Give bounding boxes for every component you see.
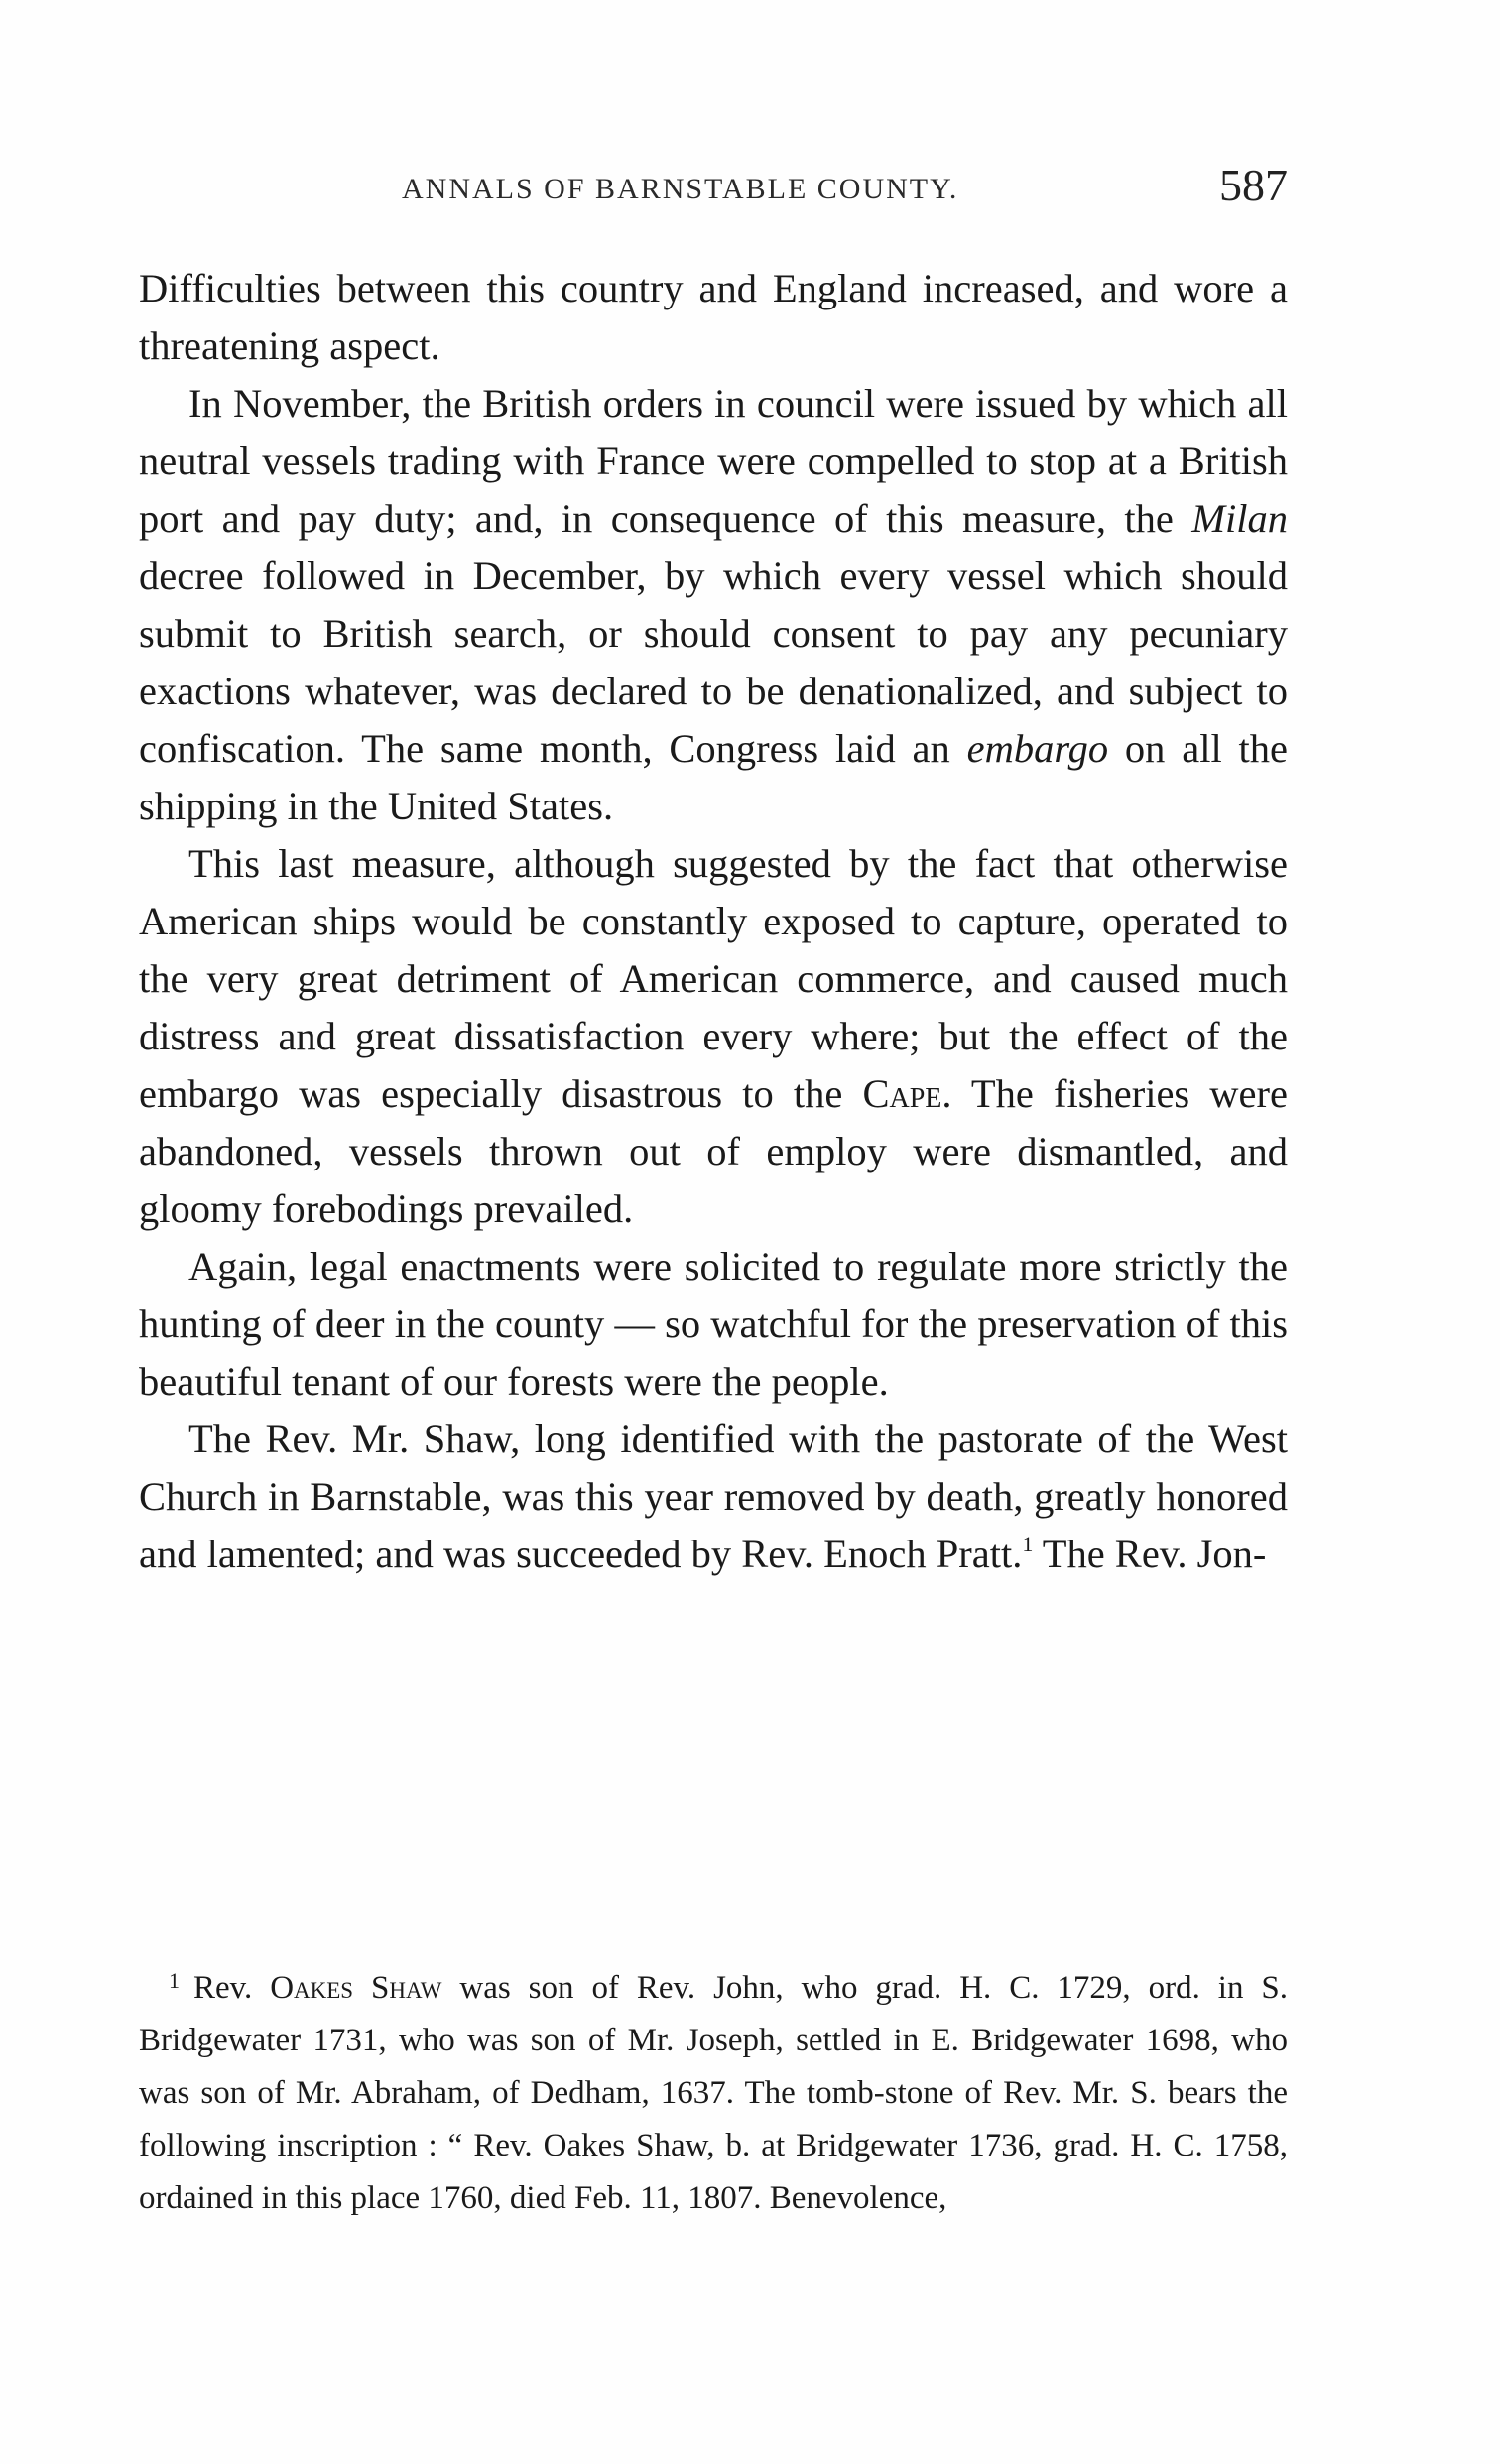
cape-small-caps: Cape. (862, 1071, 952, 1116)
footnote-reference: 1 (1022, 1532, 1034, 1556)
paragraph-3-text-b: The fisheries were abandoned, vessels thrown out of employ were dismantled, and gloomy forebodings prevailed. (139, 1071, 1288, 1231)
paragraph-2-text-c: on all the shipping in the United States. (139, 726, 1288, 828)
footnote-1 (139, 1962, 1288, 2225)
footnotes (139, 1962, 1288, 2225)
body-text (139, 260, 1288, 1583)
running-title: ANNALS OF BARNSTABLE COUNTY. (402, 173, 959, 205)
running-head (139, 159, 1288, 218)
paragraph-1: Difficulties between this country and England increased, and wore a threatening aspect. (139, 266, 1288, 368)
paragraph-2-text-a: In November, the British orders in council were issued by which all neutral vessels trading with France were compelled to stop at a British port and pay duty; and, in consequence of this measure, the (139, 381, 1288, 541)
embargo-italic: embargo (966, 726, 1109, 771)
page-number: 587 (1219, 160, 1288, 210)
paragraph-3-text-a: This last measure, although suggested by the fact that otherwise American ships would be constantly exposed to capture, operated to the very great detriment of American commerce, and caused much distress and great dissatisfaction every where; but the effect of the embargo was especially disastrous to the (139, 841, 1288, 1116)
paragraph-5-text-a: The Rev. Mr. Shaw, long identified with the pastorate of the West Church in Barnstable, was this year removed by death, greatly honored and lamented; and was succeeded by Rev. Enoch Pratt. (139, 1417, 1288, 1576)
paragraph-5-text-b: The Rev. Jon- (1033, 1532, 1267, 1576)
paragraph-5 (139, 1411, 1288, 1583)
footnote-marker: 1 (169, 1968, 180, 1993)
paragraph-2-text-b: decree followed in December, by which every vessel which should submit to British search, or should consent to pay any pecuniary exactions whatever, was declared to be denationalized, and subject to confiscation. The same month, Congress laid an (139, 554, 1288, 771)
paragraph-4: Again, legal enactments were solicited to regulate more strictly the hunting of deer in the county — so watchful for the preservation of this beautiful tenant of our forests were the people. (139, 1244, 1288, 1404)
footnote-text-b: was son of Rev. John, who grad. H. C. 1729, ord. in S. Bridgewater 1731, who was son of Mr. Joseph, settled in E. Bridgewater 1698, who was son of Mr. Abraham, of Dedham, 1637. The tomb-stone of Rev. Mr. S. bears the following inscription : “ Rev. Oakes Shaw, b. at Bridgewater 1736, grad. H. C. 1758, ordained in this place 1760, died Feb. 11, 1807. Benevolence, (139, 1970, 1288, 2216)
footnote-name: Oakes Shaw (270, 1970, 442, 2006)
paragraph-3 (139, 835, 1288, 1238)
footnote-text-a: Rev. (193, 1970, 271, 2006)
milan-italic: Milan (1191, 496, 1288, 541)
paragraph-2 (139, 375, 1288, 835)
